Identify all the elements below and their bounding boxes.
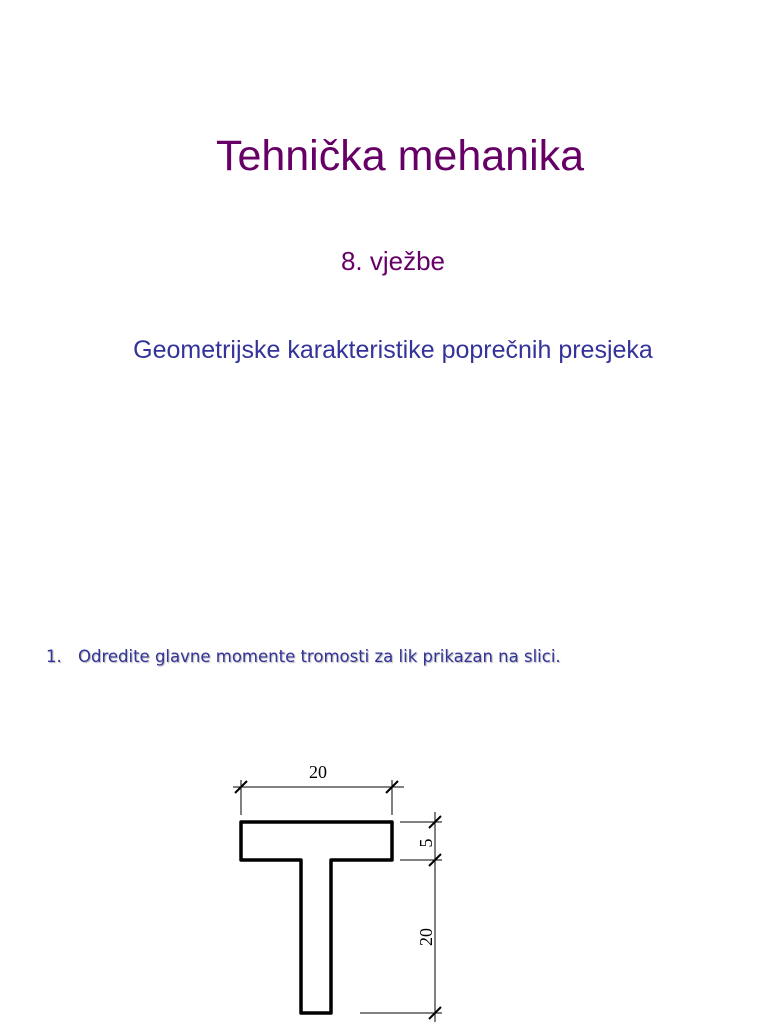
width-dimension-label: 20	[309, 762, 327, 782]
t-section-outline	[241, 822, 392, 1013]
task-text: Odredite glavne momente tromosti za lik prikazan na slici.	[78, 647, 561, 666]
task-number: 1.	[46, 647, 62, 666]
width-dimension	[233, 780, 404, 815]
flange-thickness-label: 5	[416, 838, 436, 848]
slide-title: Tehnička mehanika	[215, 132, 585, 180]
slide-subtitle: 8. vježbe	[340, 246, 446, 276]
web-height-label: 20	[416, 928, 436, 946]
slide-topic: Geometrijske karakteristike poprečnih presjeka	[133, 336, 653, 364]
